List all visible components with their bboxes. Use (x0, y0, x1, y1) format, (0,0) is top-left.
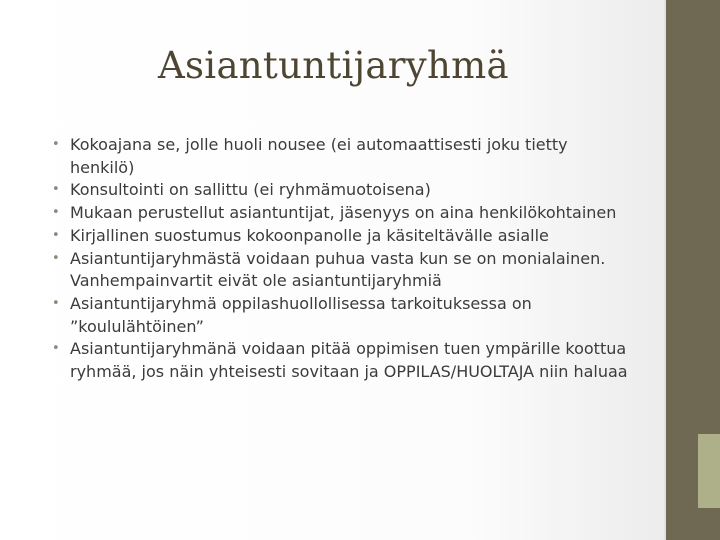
bullet-text: Konsultointi on sallittu (ei ryhmämuotoisena) (70, 180, 431, 200)
accent-block (698, 434, 720, 508)
slide-title: Asiantuntijaryhmä (158, 44, 509, 87)
bullet-item (52, 202, 632, 225)
bullet-text: Mukaan perustellut asiantuntijat, jäsenyys on aina henkilökohtainen (70, 203, 617, 223)
bullet-dot-icon: • (52, 341, 60, 357)
bullet-item (52, 338, 632, 383)
bullet-item (52, 248, 632, 293)
bullet-item (52, 179, 632, 202)
bullet-text: Asiantuntijaryhmä oppilashuollollisessa tarkoituksessa on ”koululähtöinen” (70, 293, 532, 336)
bullet-text: Kirjallinen suostumus kokoonpanolle ja käsiteltävälle asialle (70, 225, 549, 245)
bullet-dot-icon: • (52, 205, 60, 221)
bullet-item (52, 293, 632, 338)
bullet-item (52, 134, 632, 179)
bullet-dot-icon: • (52, 250, 60, 266)
bullet-text: Asiantuntijaryhmästä voidaan puhua vasta kun se on monialainen. Vanhempainvartit eivät ole asiantuntijaryhmiä (70, 248, 606, 291)
bullet-dot-icon: • (52, 182, 60, 198)
bullet-dot-icon: • (52, 295, 60, 311)
bullet-list (52, 134, 632, 384)
bullet-dot-icon: • (52, 137, 60, 152)
bullet-item (52, 225, 632, 248)
bullet-text: Asiantuntijaryhmänä voidaan pitää oppimisen tuen ympärille koottua ryhmää, jos näin yhteisesti sovitaan ja OPPILAS/HUOLTAJA niin haluaa (70, 339, 628, 382)
bullet-text: Kokoajana se, jolle huoli nousee (ei automaattisesti joku tietty henkilö) (70, 135, 568, 177)
bullet-dot-icon: • (52, 227, 60, 243)
